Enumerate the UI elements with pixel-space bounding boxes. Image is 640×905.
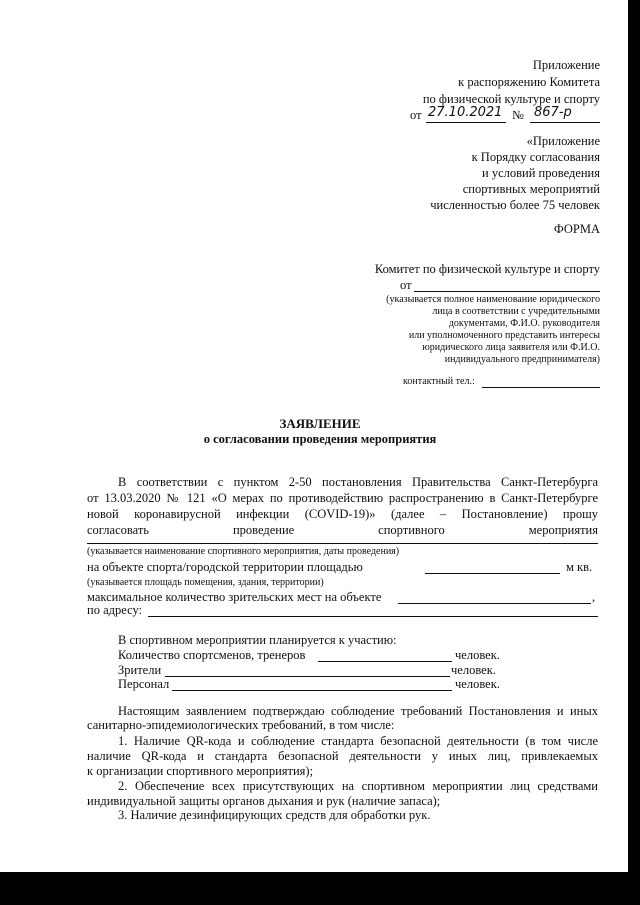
doc-subtitle: о согласовании проведения мероприятия [203, 432, 437, 446]
form-label: ФОРМА [553, 222, 600, 236]
hint-event: (указывается наименование спортивного мероприятия, даты проведения) [87, 546, 400, 557]
doc-title: ЗАЯВЛЕНИЕ [279, 416, 361, 431]
addressee-hint5: юридического лица заявителя или Ф.И.О. [422, 342, 600, 353]
staff-unit: человек. [455, 677, 500, 691]
appendix-line3: и условий проведения [482, 166, 600, 180]
item2-line2: индивидуальной защиты органов дыхания и рук (наличие запаса); [87, 794, 441, 808]
header-number-label: № [512, 108, 524, 122]
spectators-unit: человек. [451, 663, 496, 677]
addressee-hint3: документами, Ф.И.О. руководителя [448, 318, 600, 329]
para1-line4: согласовать проведение спортивного мероприятия [87, 523, 598, 537]
order-number: 867-р [534, 105, 572, 120]
para1-line3: новой коронавирусной инфекции (COVID-19)» (далее – Постановление) прошу [87, 507, 598, 521]
seats-line [398, 603, 591, 604]
number-underline [530, 122, 600, 123]
address-line [148, 616, 598, 617]
item2-line1: 2. Обеспечение всех присутствующих на спортивном мероприятии лиц средствами [118, 779, 598, 793]
spectators-label: Зрители [118, 663, 162, 677]
header-from-label: от [410, 108, 422, 122]
venue-label: на объекте спорта/городской территории площадью [87, 560, 363, 574]
item1-line2: наличие QR-кода и стандарта безопасной деятельности у иных лиц, привлекаемых [87, 749, 598, 763]
date-underline [426, 122, 506, 123]
para1-line2: от 13.03.2020 № 121 «О мерах по противодействию распространению в Санкт-Петербурге [87, 491, 598, 505]
staff-label: Персонал [118, 677, 170, 691]
address-label: по адресу: [87, 603, 143, 617]
header-line1: Приложение [532, 58, 600, 72]
phone-label: контактный тел.: [403, 376, 475, 387]
addressee-from-line [414, 291, 600, 292]
addressee-from-label: от [400, 278, 412, 292]
order-date: 27.10.2021 [428, 105, 503, 120]
item1-line3: к организации спортивного мероприятия); [87, 764, 314, 778]
addressee-hint6: индивидуального предпринимателя) [444, 354, 600, 365]
appendix-line1: «Приложение [526, 134, 600, 148]
scan-border-bottom [0, 872, 640, 905]
staff-line [172, 690, 452, 691]
athletes-line [318, 661, 452, 662]
confirm-line1: Настоящим заявлением подтверждаю соблюдение требований Постановления и иных [118, 704, 598, 718]
event-name-line [87, 543, 598, 544]
addressee-hint2: лица в соответствии с учредительными [432, 306, 600, 317]
confirm-line2: санитарно-эпидемиологических требований, в том числе: [87, 718, 395, 732]
seats-end: , [592, 590, 596, 604]
addressee-to: Комитет по физической культуре и спорту [374, 262, 600, 276]
athletes-label: Количество спортсменов, тренеров [118, 648, 306, 662]
addressee-hint4: или уполномоченного представить интересы [408, 330, 600, 341]
header-line2: к распоряжению Комитета [458, 75, 600, 89]
phone-line [482, 387, 600, 388]
hint-area: (указывается площадь помещения, здания, территории) [87, 577, 324, 588]
athletes-unit: человек. [455, 648, 500, 662]
item1-line1: 1. Наличие QR-кода и соблюдение стандарта безопасной деятельности (в том числе [118, 734, 598, 748]
participants-intro: В спортивном мероприятии планируется к участию: [118, 633, 397, 647]
venue-area-line [425, 573, 560, 574]
addressee-hint1: (указывается полное наименование юридического [386, 294, 600, 305]
header-line3: по физической культуре и спорту [422, 92, 600, 106]
appendix-line2: к Порядку согласования [471, 150, 600, 164]
scan-border-right [628, 0, 640, 905]
seats-label: максимальное количество зрительских мест на объекте [87, 590, 382, 604]
appendix-line5: численностью более 75 человек [430, 198, 600, 212]
spectators-line [165, 676, 450, 677]
item3-line1: 3. Наличие дезинфицирующих средств для обработки рук. [118, 808, 431, 822]
venue-unit: м кв. [566, 560, 593, 574]
appendix-line4: спортивных мероприятий [462, 182, 600, 196]
para1-line1: В соответствии с пунктом 2-50 постановления Правительства Санкт-Петербурга [118, 475, 598, 489]
